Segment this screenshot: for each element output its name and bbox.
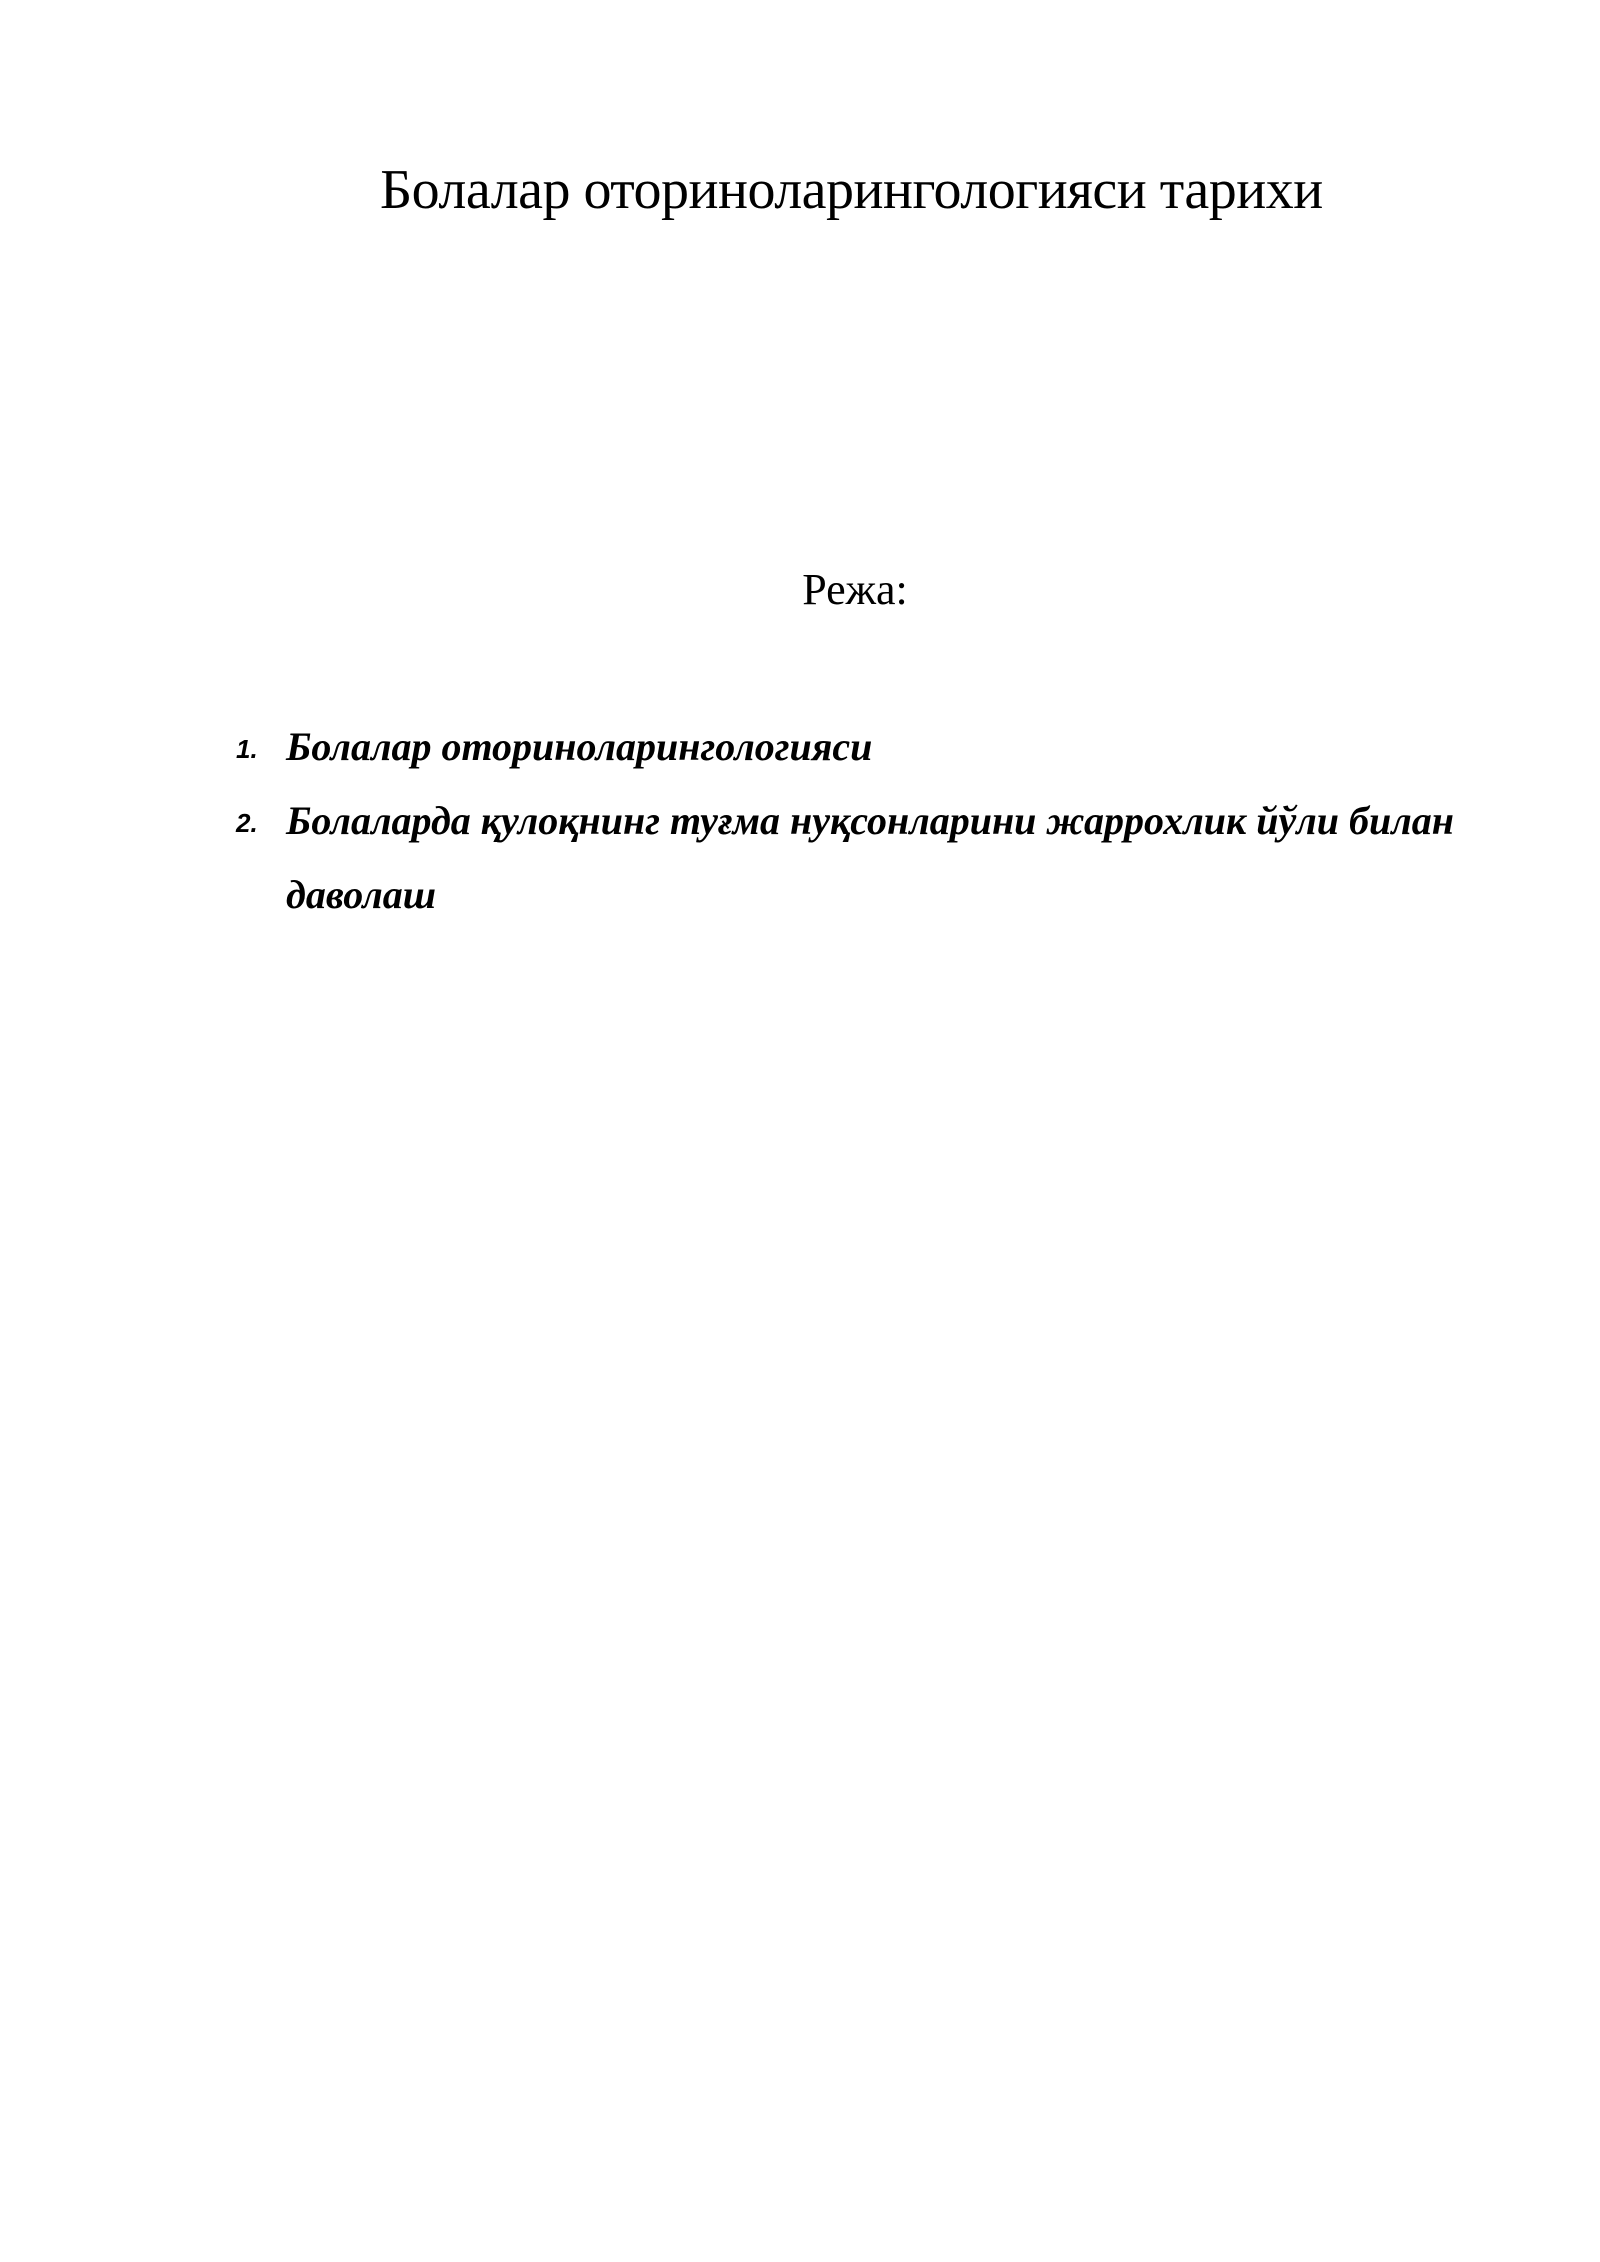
plan-item-text: Болалар оториноларингологияси [286,724,873,769]
plan-item [236,784,1496,932]
plan-item [236,710,1496,784]
plan-list [236,710,1496,932]
plan-item-number: 1. [236,734,258,764]
document-title: Болалар оториноларингологияси тарихи [380,159,1323,221]
plan-heading: Режа: [802,565,908,614]
plan-item-text: Болаларда қулоқнинг туғма нуқсонларини жаррохлик йўли билан даволаш [286,798,1454,917]
plan-item-number: 2. [236,808,258,838]
